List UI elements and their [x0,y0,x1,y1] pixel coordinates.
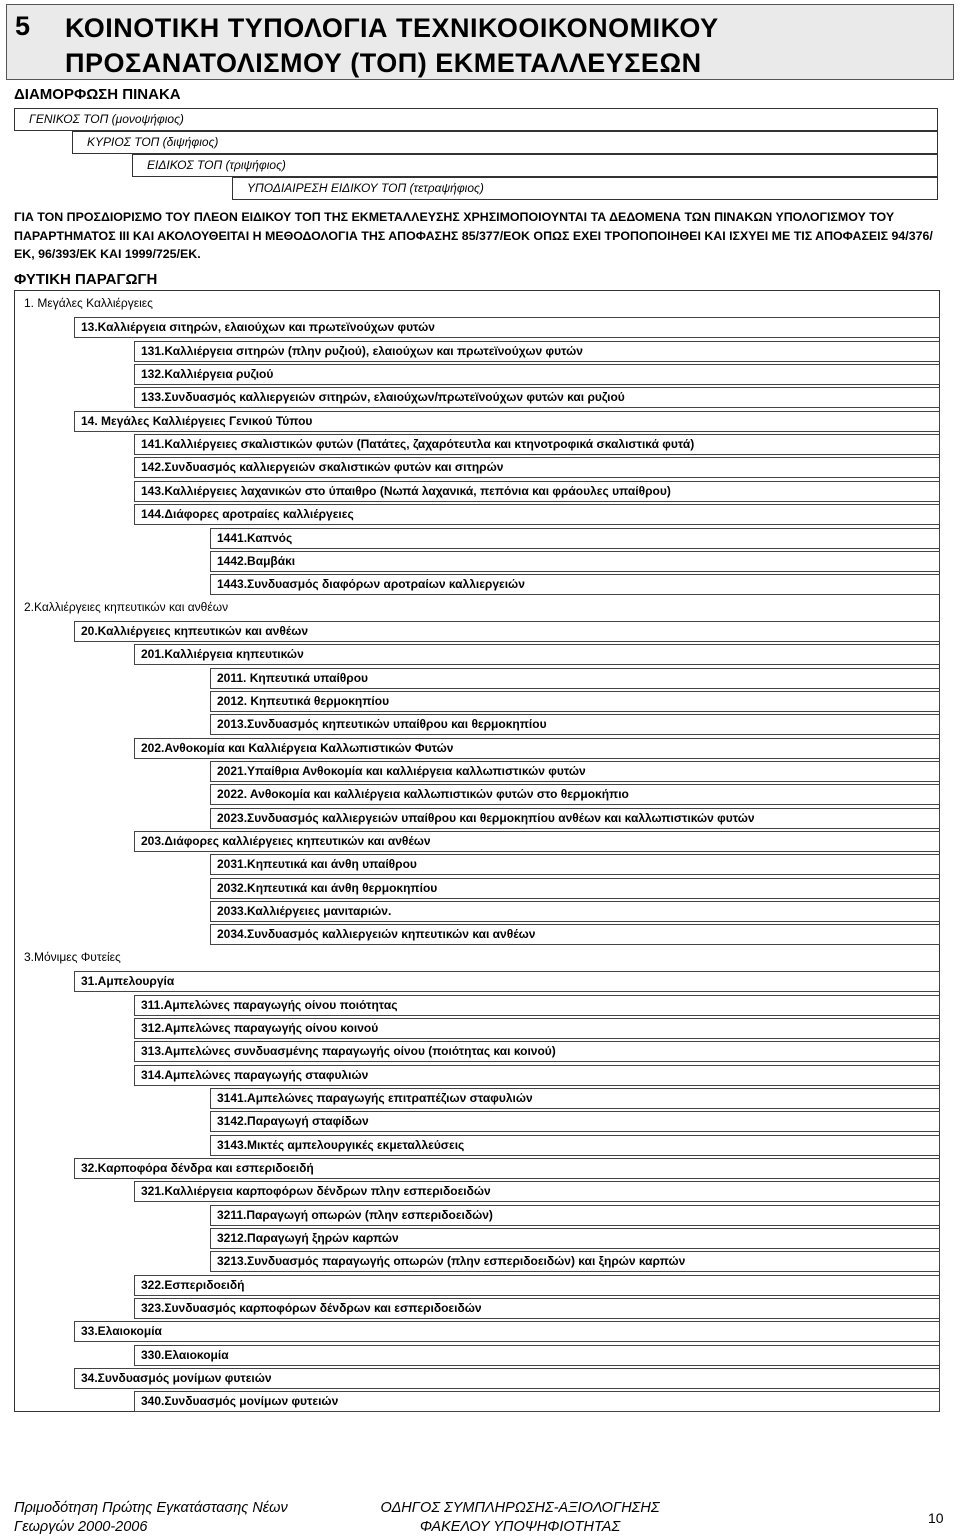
typology-row-level-3: 2031.Κηπευτικά και άνθη υπαίθρου [210,854,940,875]
layout-section-title: ΔΙΑΜΟΡΦΩΣΗ ΠΙΝΑΚΑ [14,86,181,103]
typology-row-level-3: 2022. Ανθοκομία και καλλιέργεια καλλωπιστικών φυτών στο θερμοκήπιο [210,784,940,805]
typology-row-level-1: 13.Καλλιέργεια σιτηρών, ελαιούχων και πρωτεϊνούχων φυτών [74,317,940,338]
footer-guide-line1: ΟΔΗΓΟΣ ΣΥΜΠΛΗΡΩΣΗΣ-ΑΞΙΟΛΟΓΗΣΗΣ [380,1500,660,1516]
typology-row-level-2: 132.Καλλιέργεια ρυζιού [134,364,940,385]
typology-row-level-2: 340.Συνδυασμός μονίμων φυτειών [134,1391,940,1412]
typology-row-level-2: 131.Καλλιέργεια σιτηρών (πλην ρυζιού), ελαιούχων και πρωτεϊνούχων φυτών [134,341,940,362]
legend-level-1: ΓΕΝΙΚΟΣ ΤΟΠ (μονοψήφιος) [14,108,938,131]
chapter-number: 5 [15,11,31,41]
typology-row-level-2: 323.Συνδυασμός καρποφόρων δένδρων και εσπεριδοειδών [134,1298,940,1319]
typology-row-level-1: 33.Ελαιοκομία [74,1321,940,1342]
typology-row-level-2: 312.Αμπελώνες παραγωγής οίνου κοινού [134,1018,940,1039]
typology-row-level-2: 203.Διάφορες καλλιέργειες κηπευτικών και ανθέων [134,831,940,852]
footer-program-line1: Πριμοδότηση Πρώτης Εγκατάστασης Νέων [14,1500,288,1516]
footer-guide-line2: ΦΑΚΕΛΟΥ ΥΠΟΨΗΦΙΟΤΗΤΑΣ [419,1519,621,1535]
chapter-title: ΚΟΙΝΟΤΙΚΗ ΤΥΠΟΛΟΓΙΑ ΤΕΧΝΙΚΟΟΙΚΟΝΟΜΙΚΟΥ ΠΡΟΣΑΝΑΤΟΛΙΣΜΟΥ (ΤΟΠ) ΕΚΜΕΤΑΛΛΕΥΣΕΩΝ [65,13,719,78]
typology-row-level-3: 3141.Αμπελώνες παραγωγής επιτραπέζιων σταφυλιών [210,1088,940,1109]
legend-level-4: ΥΠΟΔΙΑΙΡΕΣΗ ΕΙΔΙΚΟΥ ΤΟΠ (τετραψήφιος) [232,177,938,200]
footer-program [14,1499,288,1537]
typology-row-level-1: 34.Συνδυασμός μονίμων φυτειών [74,1368,940,1389]
typology-row-level-0: 2.Καλλιέργειες κηπευτικών και ανθέων [24,600,229,614]
typology-row-level-3: 1441.Καπνός [210,528,940,549]
typology-row-level-2: 144.Διάφορες αροτραίες καλλιέργειες [134,504,940,525]
typology-row-level-2: 314.Αμπελώνες παραγωγής σταφυλιών [134,1065,940,1086]
typology-row-level-2: 313.Αμπελώνες συνδυασμένης παραγωγής οίνου (ποιότητας και κοινού) [134,1041,940,1062]
typology-row-level-2: 202.Ανθοκομία και Καλλιέργεια Καλλωπιστικών Φυτών [134,738,940,759]
typology-row-level-3: 1443.Συνδυασμός διαφόρων αροτραίων καλλιεργειών [210,574,940,595]
typology-row-level-3: 2023.Συνδυασμός καλλιεργειών υπαίθρου και θερμοκηπίου ανθέων και καλλωπιστικών φυτών [210,808,940,829]
typology-row-level-2: 322.Εσπεριδοειδή [134,1275,940,1296]
typology-row-level-1: 14. Μεγάλες Καλλιέργειες Γενικού Τύπου [74,411,940,432]
typology-row-level-2: 141.Καλλιέργειες σκαλιστικών φυτών (Πατάτες, ζαχαρότευτλα και κτηνοτροφικά σκαλιστικά φυτά) [134,434,940,455]
typology-row-level-1: 20.Καλλιέργειες κηπευτικών και ανθέων [74,621,940,642]
typology-row-level-2: 143.Καλλιέργειες λαχανικών στο ύπαιθρο (Νωπά λαχανικά, πεπόνια και φράουλες υπαίθρου) [134,481,940,502]
typology-row-level-3: 3213.Συνδυασμός παραγωγής οπωρών (πλην εσπεριδοειδών) και ξηρών καρπών [210,1251,940,1272]
typology-row-level-2: 133.Συνδυασμός καλλιεργειών σιτηρών, ελαιούχων/πρωτεϊνούχων φυτών και ρυζιού [134,387,940,408]
typology-row-level-1: 31.Αμπελουργία [74,971,940,992]
typology-row-level-3: 2032.Κηπευτικά και άνθη θερμοκηπίου [210,878,940,899]
legend-level-3: ΕΙΔΙΚΟΣ ΤΟΠ (τριψήφιος) [132,154,938,177]
typology-row-level-0: 3.Μόνιμες Φυτείες [24,950,121,964]
typology-row-level-3: 3142.Παραγωγή σταφίδων [210,1111,940,1132]
typology-row-level-3: 3143.Μικτές αμπελουργικές εκμεταλλεύσεις [210,1135,940,1156]
typology-row-level-3: 2011. Κηπευτικά υπαίθρου [210,668,940,689]
chapter-header [6,4,954,80]
typology-row-level-3: 2021.Υπαίθρια Ανθοκομία και καλλιέργεια καλλωπιστικών φυτών [210,761,940,782]
methodology-note: ΓΙΑ ΤΟΝ ΠΡΟΣΔΙΟΡΙΣΜΟ ΤΟΥ ΠΛΕΟΝ ΕΙΔΙΚΟΥ ΤΟΠ ΤΗΣ ΕΚΜΕΤΑΛΛΕΥΣΗΣ ΧΡΗΣΙΜΟΠΟΙΟΥΝΤΑΙ ΤΑ ΔΕΔΟΜΕΝΑ ΤΩΝ ΠΙΝΑΚΩΝ ΥΠΟΛΟΓΙΣΜΟΥ ΤΟΥ ΠΑΡΑΡΤΗΜΑΤΟΣ III ΚΑΙ ΑΚΟΛΟΥΘΕΙΤΑΙ Η ΜΕΘΟΔΟΛΟΓΙΑ ΤΗΣ ΑΠΟΦΑΣΗΣ 85/377/ΕΟΚ ΟΠΩΣ ΕΧΕΙ ΤΡΟΠΟΠΟΙΗΘΕΙ ΚΑΙ ΙΣΧΥΕΙ ΜΕ ΤΙΣ ΑΠΟΦΑΣΕΙΣ 94/376/ΕΚ, 96/393/ΕΚ ΚΑΙ 1999/725/ΕΚ. [14,210,933,261]
typology-row-level-2: 142.Συνδυασμός καλλιεργειών σκαλιστικών φυτών και σιτηρών [134,457,940,478]
footer-program-line2: Γεωργών 2000-2006 [14,1519,148,1535]
typology-row-level-0: 1. Μεγάλες Καλλιέργειες [24,296,153,310]
typology-row-level-3: 1442.Βαμβάκι [210,551,940,572]
typology-row-level-3: 2033.Καλλιέργειες μανιταριών. [210,901,940,922]
typology-row-level-2: 201.Καλλιέργεια κηπευτικών [134,644,940,665]
typology-row-level-3: 2013.Συνδυασμός κηπευτικών υπαίθρου και θερμοκηπίου [210,714,940,735]
typology-row-level-2: 321.Καλλιέργεια καρποφόρων δένδρων πλην εσπεριδοειδών [134,1181,940,1202]
legend-level-2: ΚΥΡΙΟΣ ΤΟΠ (διψήφιος) [72,131,938,154]
plant-section-title: ΦΥΤΙΚΗ ΠΑΡΑΓΩΓΗ [14,271,158,288]
typology-row-level-1: 32.Καρποφόρα δένδρα και εσπεριδοειδή [74,1158,940,1179]
typology-row-level-2: 330.Ελαιοκομία [134,1345,940,1366]
typology-row-level-3: 3212.Παραγωγή ξηρών καρπών [210,1228,940,1249]
page-number: 10 [928,1510,944,1526]
typology-row-level-2: 311.Αμπελώνες παραγωγής οίνου ποιότητας [134,995,940,1016]
footer-guide [360,1499,680,1537]
typology-row-level-3: 3211.Παραγωγή οπωρών (πλην εσπεριδοειδών) [210,1205,940,1226]
typology-row-level-3: 2034.Συνδυασμός καλλιεργειών κηπευτικών και ανθέων [210,924,940,945]
typology-row-level-3: 2012. Κηπευτικά θερμοκηπίου [210,691,940,712]
